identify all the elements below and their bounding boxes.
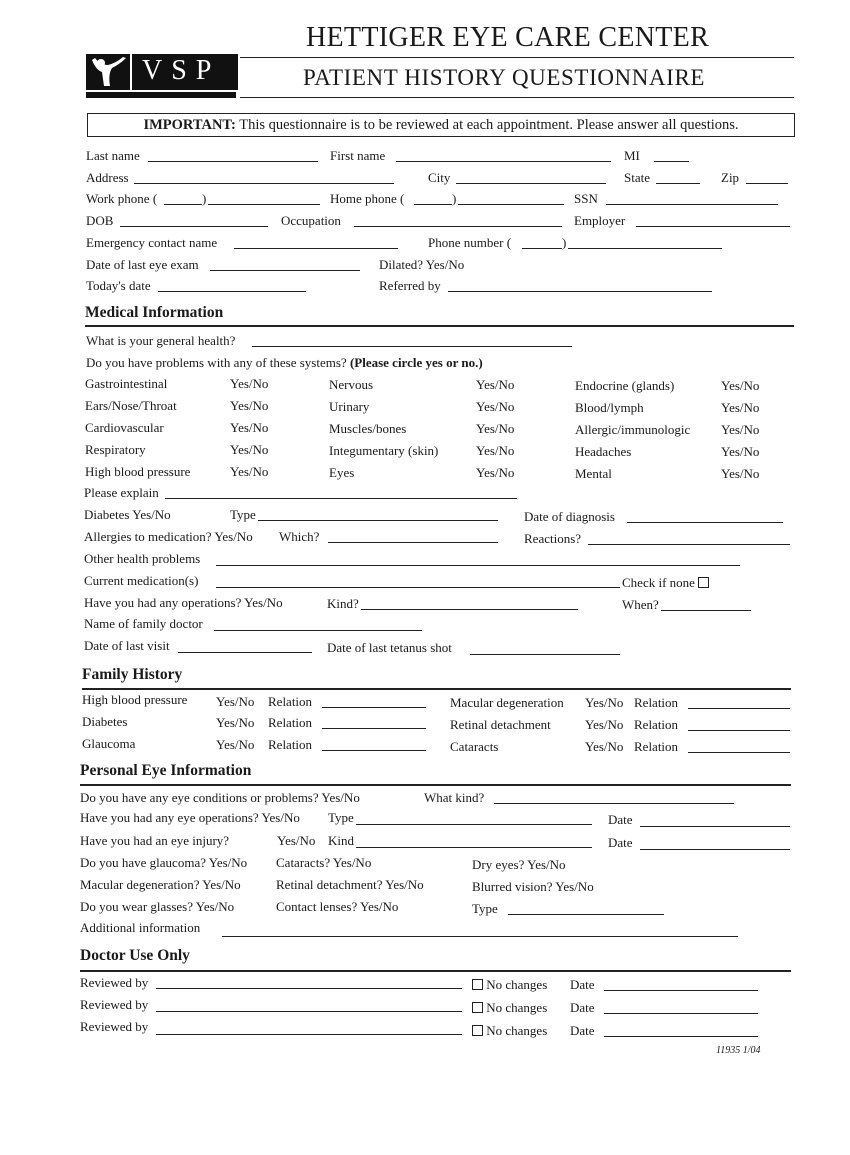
medical-heading: Medical Information	[85, 304, 224, 321]
last-eye-exam-field[interactable]	[210, 270, 360, 271]
person-figure-icon	[90, 56, 128, 88]
form-title: PATIENT HISTORY QUESTIONNAIRE	[303, 65, 706, 90]
additional-info-field[interactable]	[222, 936, 738, 937]
doctor-heading: Doctor Use Only	[80, 947, 190, 964]
no-changes-label: No changes	[486, 1023, 548, 1038]
last-tetanus-field[interactable]	[470, 654, 620, 655]
review-date-field[interactable]	[604, 990, 758, 991]
no-changes-option[interactable]	[472, 1000, 547, 1016]
family-doctor-field[interactable]	[214, 630, 422, 631]
what-kind-field[interactable]	[494, 803, 734, 804]
yes-no-option[interactable]: Yes/No	[585, 739, 624, 754]
system-label: Muscles/bones	[329, 421, 407, 436]
logo-separator	[130, 54, 132, 90]
yes-no-option[interactable]: Yes/No	[277, 833, 316, 848]
macular-question[interactable]: Macular degeneration? Yes/No	[80, 877, 241, 892]
injury-kind-label: Kind	[328, 833, 354, 848]
review-date-label: Date	[570, 1000, 595, 1015]
system-label: Allergic/immunologic	[575, 422, 691, 437]
last-visit-label: Date of last visit	[84, 638, 170, 653]
eye-op-date-label: Date	[608, 812, 633, 827]
work-phone-label: Work phone (	[86, 191, 158, 206]
occupation-label: Occupation	[281, 213, 341, 228]
relation-field[interactable]	[322, 750, 426, 751]
logo-underbar	[86, 92, 236, 98]
referred-by-label: Referred by	[379, 278, 441, 293]
system-label: Respiratory	[85, 442, 146, 457]
family-heading: Family History	[82, 666, 183, 683]
work-phone-field[interactable]	[208, 204, 320, 205]
important-label: IMPORTANT:	[143, 117, 236, 133]
ssn-field[interactable]	[606, 204, 778, 205]
review-date-label: Date	[570, 1023, 595, 1038]
relation-label: Relation	[634, 717, 679, 732]
eye-conditions-question[interactable]: Do you have any eye conditions or problems? Yes/No	[80, 790, 360, 805]
occupation-field[interactable]	[354, 226, 562, 227]
no-changes-checkbox[interactable]	[472, 1025, 483, 1036]
paren: )	[562, 235, 567, 250]
cataracts-question[interactable]: Cataracts? Yes/No	[276, 855, 372, 870]
system-label: Nervous	[329, 377, 374, 392]
last-visit-field[interactable]	[178, 652, 312, 653]
yes-no-option[interactable]: Yes/No	[585, 695, 624, 710]
yes-no-option[interactable]: Yes/No	[230, 442, 269, 457]
reviewed-by-label: Reviewed by	[80, 975, 149, 990]
clinic-name: HETTIGER EYE CARE CENTER	[306, 22, 710, 53]
relation-field[interactable]	[322, 707, 426, 708]
home-phone-label: Home phone (	[330, 191, 405, 206]
kind-field[interactable]	[361, 609, 578, 610]
eye-injury-question: Have you had an eye injury?	[80, 833, 230, 848]
relation-label: Relation	[634, 739, 679, 754]
system-label: Endocrine (glands)	[575, 378, 675, 393]
mi-field[interactable]	[654, 161, 689, 162]
form-code: 11935 1/04	[716, 1045, 761, 1056]
family-doctor-label: Name of family doctor	[84, 616, 203, 631]
check-if-none-label: Check if none	[622, 575, 695, 590]
yes-no-option[interactable]: Yes/No	[721, 466, 760, 481]
address-field[interactable]	[134, 183, 394, 184]
family-condition-label: Diabetes	[82, 714, 128, 729]
important-notice	[87, 113, 795, 137]
yes-no-option[interactable]: Yes/No	[216, 694, 255, 709]
yes-no-option[interactable]: Yes/No	[476, 377, 515, 392]
blurred-vision-question[interactable]: Blurred vision? Yes/No	[472, 879, 594, 894]
yes-no-option[interactable]: Yes/No	[721, 444, 760, 459]
which-label: Which?	[279, 529, 320, 544]
reviewed-by-field[interactable]	[156, 988, 462, 989]
employer-field[interactable]	[636, 226, 790, 227]
yes-no-option[interactable]: Yes/No	[216, 715, 255, 730]
family-condition-label: Retinal detachment	[450, 717, 551, 732]
general-health-label: What is your general health?	[86, 333, 236, 348]
work-area-code-field[interactable]	[164, 204, 202, 205]
system-label: Urinary	[329, 399, 370, 414]
phone-number-label: Phone number (	[428, 235, 512, 250]
system-label: Integumentary (skin)	[329, 443, 439, 458]
eye-operations-question[interactable]: Have you had any eye operations? Yes/No	[80, 810, 300, 825]
relation-field[interactable]	[688, 708, 790, 709]
review-date-field[interactable]	[604, 1036, 758, 1037]
logo-text: VSP	[142, 55, 221, 86]
please-explain-field[interactable]	[165, 498, 517, 499]
please-explain-label: Please explain	[84, 485, 159, 500]
when-field[interactable]	[661, 610, 751, 611]
review-date-label: Date	[570, 977, 595, 992]
dilated-question[interactable]: Dilated? Yes/No	[379, 257, 465, 272]
dob-label: DOB	[86, 213, 114, 228]
systems-instruction: (Please circle yes or no.)	[349, 355, 483, 370]
last-name-label: Last name	[86, 148, 140, 163]
no-changes-option[interactable]	[472, 977, 547, 993]
other-problems-field[interactable]	[216, 565, 740, 566]
divider	[82, 688, 791, 690]
divider	[85, 325, 794, 327]
dry-eyes-question[interactable]: Dry eyes? Yes/No	[472, 857, 566, 872]
emergency-contact-label: Emergency contact name	[86, 235, 218, 250]
divider	[240, 57, 794, 58]
yes-no-option[interactable]: Yes/No	[230, 420, 269, 435]
zip-label: Zip	[721, 170, 740, 185]
diabetes-type-label: Type	[230, 507, 256, 522]
glaucoma-question[interactable]: Do you have glaucoma? Yes/No	[80, 855, 248, 870]
general-health-field[interactable]	[252, 346, 572, 347]
dob-field[interactable]	[120, 226, 268, 227]
family-condition-label: Cataracts	[450, 739, 499, 754]
reactions-label: Reactions?	[524, 531, 582, 546]
divider	[80, 784, 791, 786]
mi-label: MI	[624, 148, 640, 163]
yes-no-option[interactable]: Yes/No	[476, 443, 515, 458]
reviewed-by-field[interactable]	[156, 1011, 462, 1012]
reviewed-by-field[interactable]	[156, 1034, 462, 1035]
injury-kind-field[interactable]	[356, 847, 592, 848]
state-label: State	[624, 170, 650, 185]
referred-by-field[interactable]	[448, 291, 712, 292]
no-changes-option[interactable]	[472, 1023, 547, 1039]
operations-question[interactable]: Have you had any operations? Yes/No	[84, 595, 283, 610]
date-of-diagnosis-label: Date of diagnosis	[524, 509, 615, 524]
system-label: Headaches	[575, 444, 632, 459]
reviewed-by-label: Reviewed by	[80, 1019, 149, 1034]
city-field[interactable]	[456, 183, 606, 184]
relation-label: Relation	[634, 695, 679, 710]
system-label: Gastrointestinal	[85, 376, 168, 391]
first-name-label: First name	[330, 148, 386, 163]
when-label: When?	[622, 597, 659, 612]
yes-no-option[interactable]: Yes/No	[585, 717, 624, 732]
relation-field[interactable]	[688, 752, 790, 753]
current-meds-field[interactable]	[216, 587, 620, 588]
yes-no-option[interactable]: Yes/No	[230, 464, 269, 479]
retinal-question[interactable]: Retinal detachment? Yes/No	[276, 877, 424, 892]
injury-date-field[interactable]	[640, 849, 790, 850]
address-label: Address	[86, 170, 129, 185]
reviewed-by-label: Reviewed by	[80, 997, 149, 1012]
system-label: Mental	[575, 466, 612, 481]
eye-op-type-label: Type	[328, 810, 354, 825]
what-kind-label: What kind?	[424, 790, 485, 805]
other-problems-label: Other health problems	[84, 551, 201, 566]
diabetes-question[interactable]: Diabetes Yes/No	[84, 507, 171, 522]
paren: )	[452, 191, 457, 206]
diabetes-type-field[interactable]	[258, 520, 498, 521]
vsp-logo	[86, 54, 238, 90]
check-if-none-checkbox[interactable]	[698, 577, 709, 588]
home-phone-field[interactable]	[458, 204, 564, 205]
yes-no-option[interactable]: Yes/No	[216, 737, 255, 752]
system-label: Eyes	[329, 465, 355, 480]
last-eye-exam-label: Date of last eye exam	[86, 257, 199, 272]
kind-label: Kind?	[327, 596, 359, 611]
yes-no-option[interactable]: Yes/No	[476, 465, 515, 480]
lens-type-field[interactable]	[508, 914, 664, 915]
emergency-contact-field[interactable]	[234, 248, 398, 249]
lens-type-label: Type	[472, 901, 498, 916]
current-meds-label: Current medication(s)	[84, 573, 199, 588]
relation-label: Relation	[268, 737, 313, 752]
last-name-field[interactable]	[148, 161, 318, 162]
city-label: City	[428, 170, 451, 185]
emergency-area-code-field[interactable]	[522, 248, 562, 249]
employer-label: Employer	[574, 213, 626, 228]
family-condition-label: Glaucoma	[82, 736, 136, 751]
glasses-question[interactable]: Do you wear glasses? Yes/No	[80, 899, 235, 914]
relation-field[interactable]	[688, 730, 790, 731]
reactions-field[interactable]	[588, 544, 790, 545]
relation-label: Relation	[268, 694, 313, 709]
no-changes-checkbox[interactable]	[472, 979, 483, 990]
last-tetanus-label: Date of last tetanus shot	[327, 640, 452, 655]
systems-question-text: Do you have problems with any of these systems?	[86, 355, 350, 370]
zip-field[interactable]	[746, 183, 788, 184]
first-name-field[interactable]	[396, 161, 611, 162]
date-of-diagnosis-field[interactable]	[627, 522, 783, 523]
which-field[interactable]	[328, 542, 498, 543]
ssn-label: SSN	[574, 191, 598, 206]
relation-field[interactable]	[322, 728, 426, 729]
additional-info-label: Additional information	[80, 920, 201, 935]
family-condition-label: Macular degeneration	[450, 695, 564, 710]
system-label: Blood/lymph	[575, 400, 644, 415]
yes-no-option[interactable]: Yes/No	[721, 422, 760, 437]
systems-question	[86, 355, 483, 371]
check-if-none[interactable]	[622, 575, 709, 591]
system-label: Ears/Nose/Throat	[85, 398, 177, 413]
contacts-question[interactable]: Contact lenses? Yes/No	[276, 899, 399, 914]
emergency-phone-field[interactable]	[568, 248, 722, 249]
state-field[interactable]	[656, 183, 700, 184]
eye-op-date-field[interactable]	[640, 826, 790, 827]
home-area-code-field[interactable]	[414, 204, 452, 205]
family-condition-label: High blood pressure	[82, 692, 188, 707]
relation-label: Relation	[268, 715, 313, 730]
yes-no-option[interactable]: Yes/No	[476, 421, 515, 436]
system-label: High blood pressure	[85, 464, 191, 479]
todays-date-field[interactable]	[158, 291, 306, 292]
no-changes-label: No changes	[486, 977, 548, 992]
eye-heading: Personal Eye Information	[80, 762, 252, 779]
divider	[240, 97, 794, 98]
yes-no-option[interactable]: Yes/No	[476, 399, 515, 414]
important-text: This questionnaire is to be reviewed at each appointment. Please answer all questions.	[235, 117, 739, 133]
divider	[80, 970, 791, 972]
allergies-question[interactable]: Allergies to medication? Yes/No	[84, 529, 253, 544]
yes-no-option[interactable]: Yes/No	[230, 376, 269, 391]
eye-op-type-field[interactable]	[356, 824, 592, 825]
injury-date-label: Date	[608, 835, 633, 850]
yes-no-option[interactable]: Yes/No	[721, 378, 760, 393]
review-date-field[interactable]	[604, 1013, 758, 1014]
no-changes-label: No changes	[486, 1000, 548, 1015]
yes-no-option[interactable]: Yes/No	[721, 400, 760, 415]
no-changes-checkbox[interactable]	[472, 1002, 483, 1013]
todays-date-label: Today's date	[86, 278, 151, 293]
paren: )	[202, 191, 207, 206]
yes-no-option[interactable]: Yes/No	[230, 398, 269, 413]
system-label: Cardiovascular	[85, 420, 164, 435]
